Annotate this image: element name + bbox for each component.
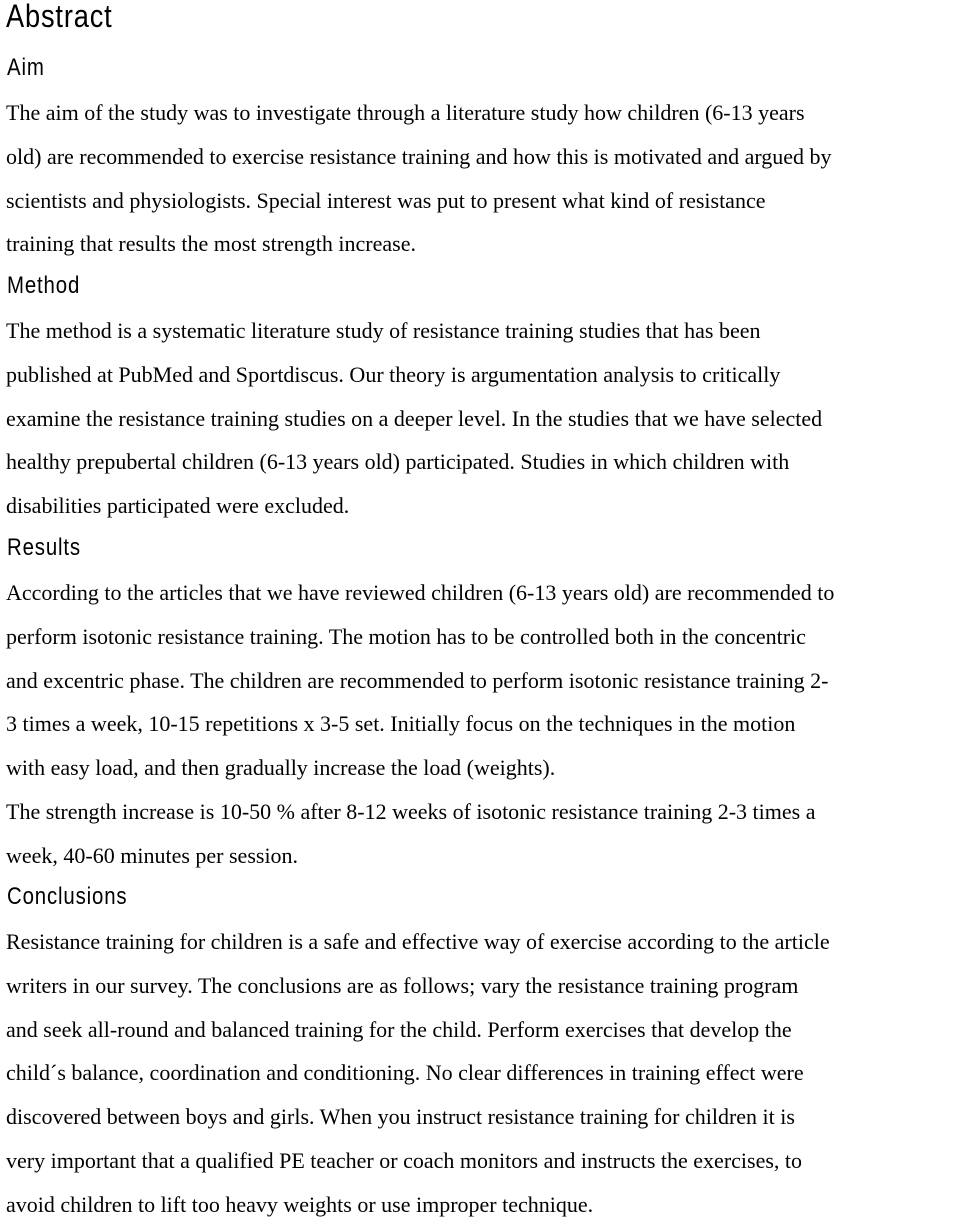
section-heading-aim: Aim — [7, 53, 45, 83]
text-line: writers in our survey. The conclusions are as follows; vary the resistance training program — [6, 964, 798, 1008]
text-line: week, 40-60 minutes per session. — [6, 834, 298, 878]
text-line: very important that a qualified PE teacher or coach monitors and instructs the exercises, to — [6, 1139, 802, 1183]
text-line: avoid children to lift too heavy weights or use improper technique. — [6, 1183, 593, 1226]
abstract-title: Abstract — [6, 0, 113, 35]
section-heading-conclusions: Conclusions — [7, 882, 127, 912]
section-heading-method: Method — [7, 271, 80, 301]
text-line: and seek all-round and balanced training for the child. Perform exercises that develop the — [6, 1008, 792, 1052]
text-line: and excentric phase. The children are recommended to perform isotonic resistance training 2- — [6, 659, 828, 703]
text-line: child´s balance, coordination and conditioning. No clear differences in training effect were — [6, 1051, 804, 1095]
section-body-aim — [6, 91, 960, 266]
section-body-method — [6, 309, 960, 528]
text-line: discovered between boys and girls. When you instruct resistance training for children it is — [6, 1095, 795, 1139]
text-line: The method is a systematic literature study of resistance training studies that has been — [6, 309, 761, 353]
text-line: old) are recommended to exercise resistance training and how this is motivated and argued by — [6, 135, 832, 179]
text-line: 3 times a week, 10-15 repetitions x 3-5 set. Initially focus on the techniques in the motion — [6, 702, 795, 746]
text-line: According to the articles that we have reviewed children (6-13 years old) are recommended to — [6, 571, 834, 615]
text-line: published at PubMed and Sportdiscus. Our theory is argumentation analysis to critically — [6, 353, 780, 397]
section-body-results — [6, 571, 960, 877]
text-line: The strength increase is 10-50 % after 8-12 weeks of isotonic resistance training 2-3 times a — [6, 790, 815, 834]
text-line: perform isotonic resistance training. The motion has to be controlled both in the concentric — [6, 615, 806, 659]
text-line: examine the resistance training studies on a deeper level. In the studies that we have selected — [6, 397, 822, 441]
text-line: with easy load, and then gradually increase the load (weights). — [6, 746, 555, 790]
text-line: healthy prepubertal children (6-13 years old) participated. Studies in which children with — [6, 440, 789, 484]
text-line: The aim of the study was to investigate through a literature study how children (6-13 years — [6, 91, 805, 135]
text-line: training that results the most strength increase. — [6, 222, 416, 266]
section-body-conclusions — [6, 920, 960, 1226]
text-line: scientists and physiologists. Special interest was put to present what kind of resistance — [6, 179, 765, 223]
section-heading-results: Results — [7, 533, 81, 563]
text-line: Resistance training for children is a safe and effective way of exercise according to the article — [6, 920, 830, 964]
text-line: disabilities participated were excluded. — [6, 484, 349, 528]
